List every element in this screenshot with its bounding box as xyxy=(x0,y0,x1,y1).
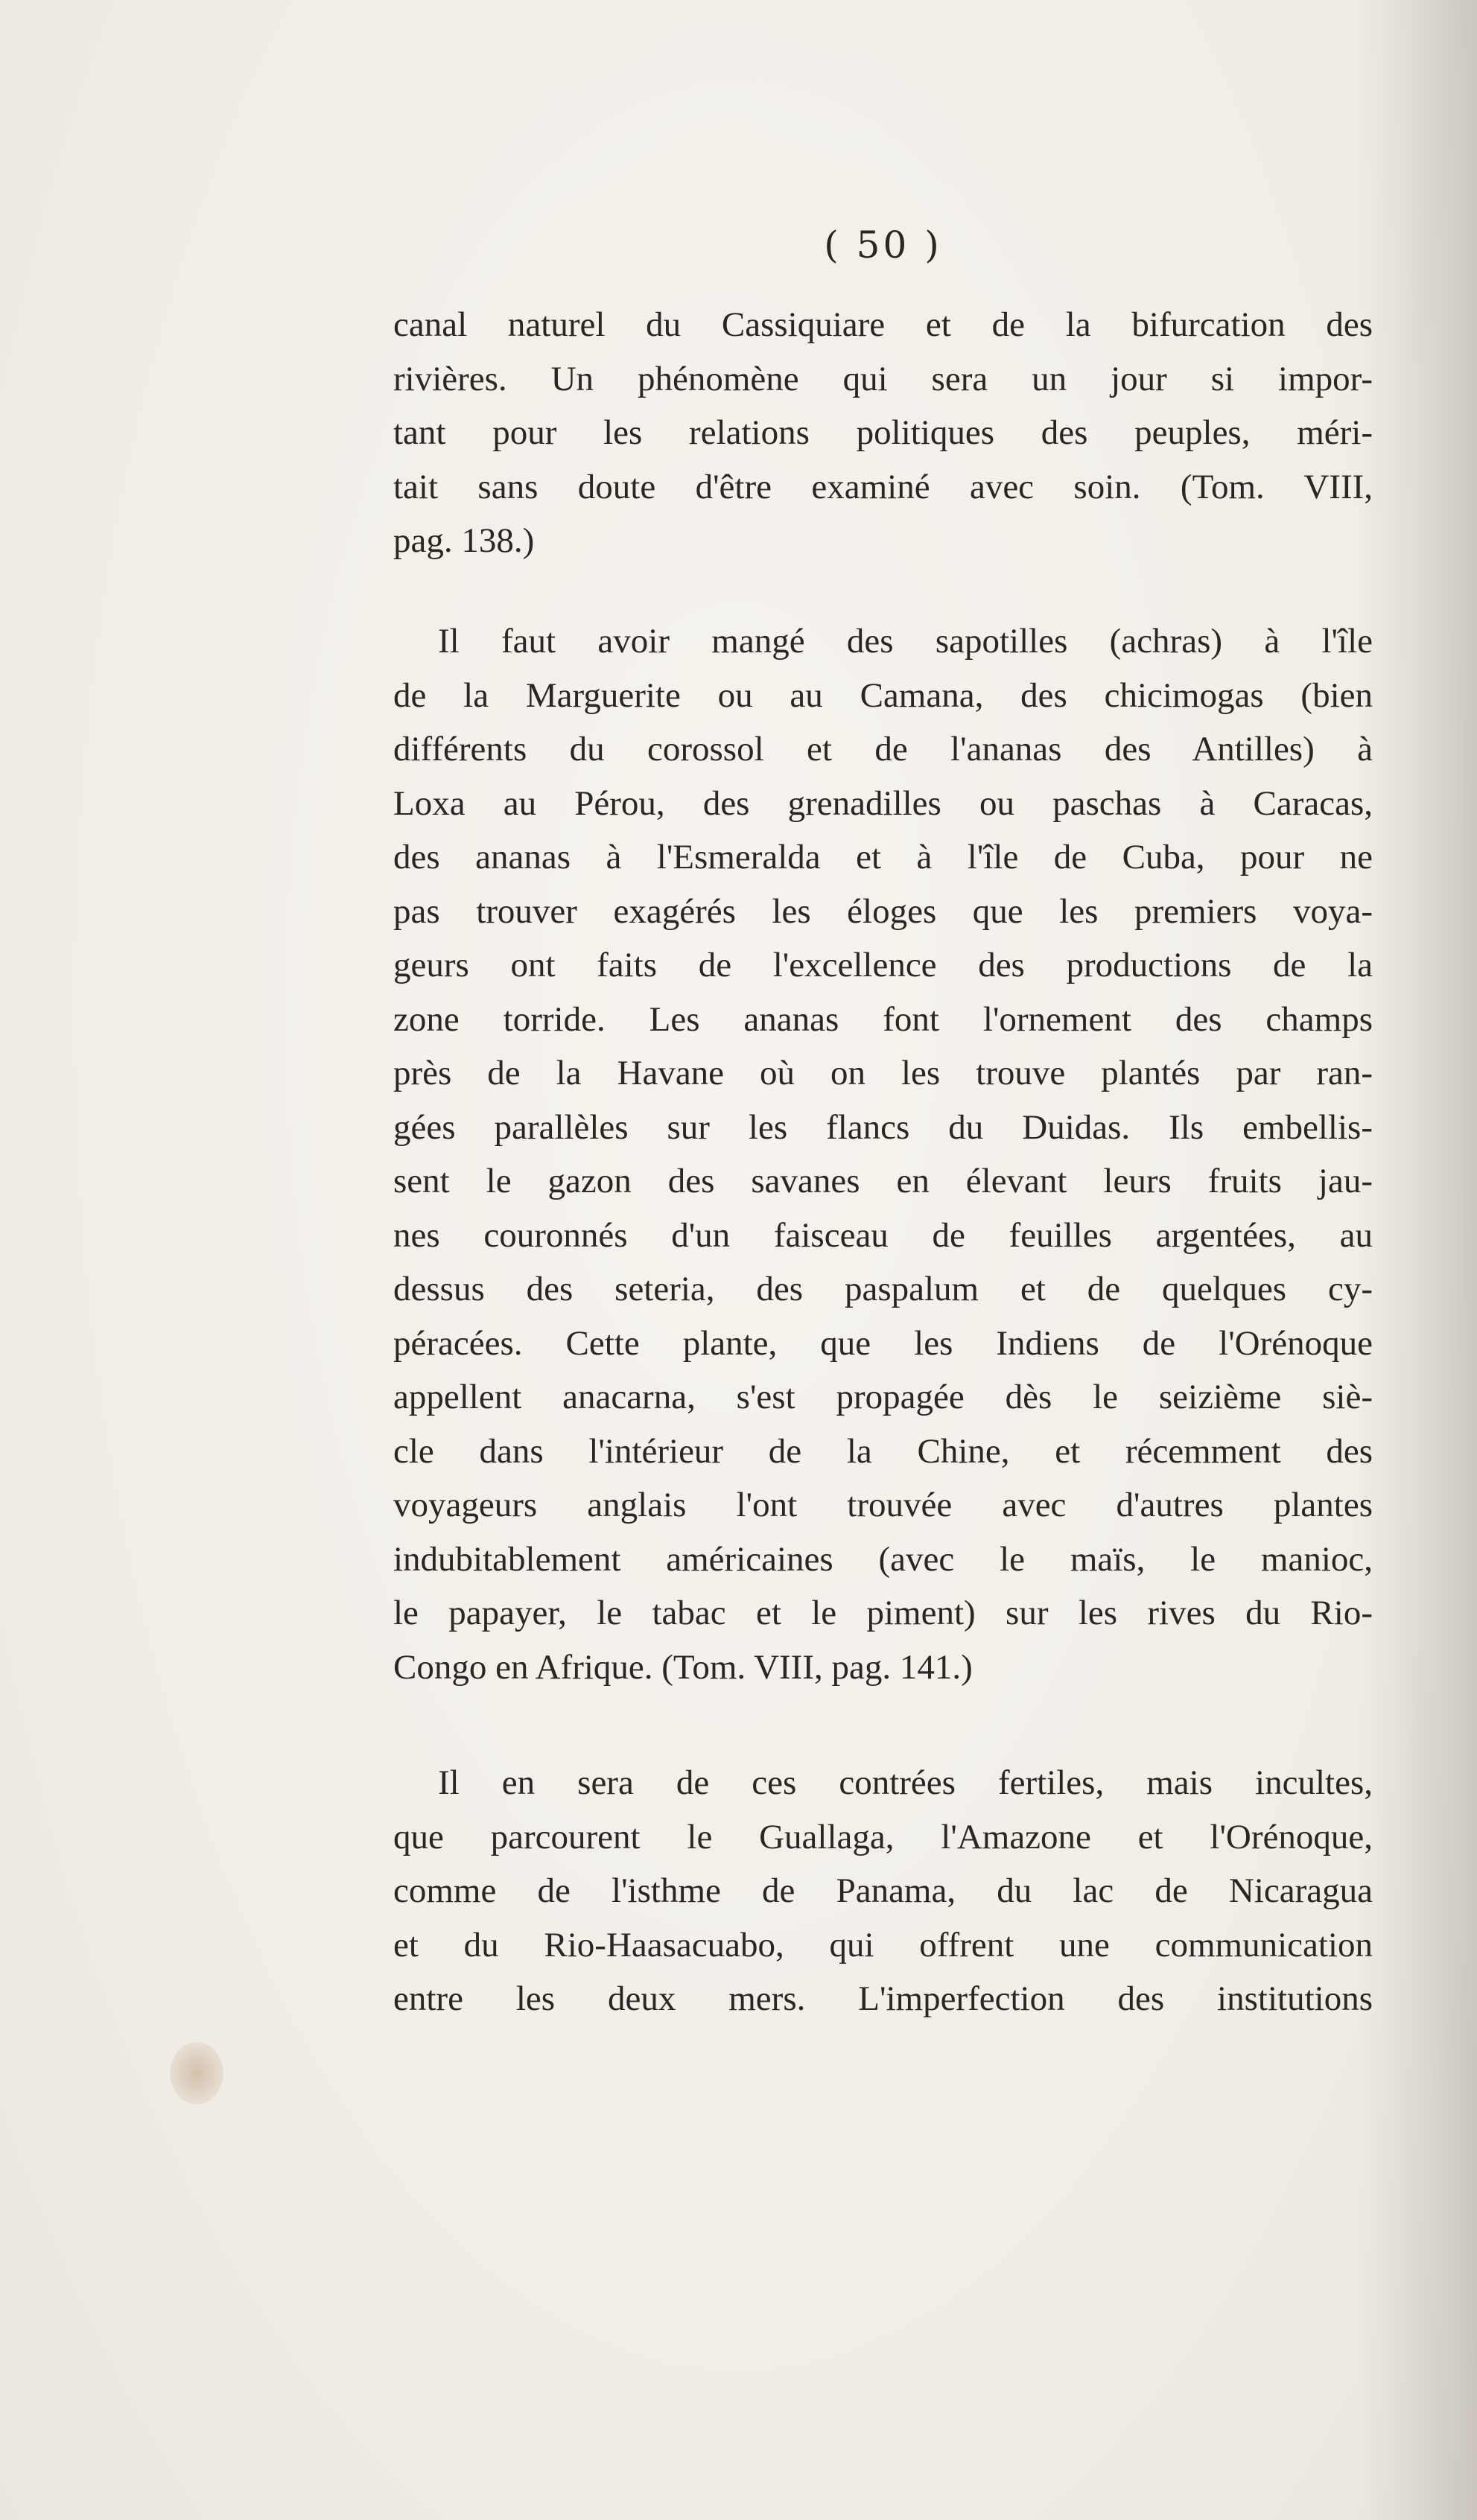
paragraph-3 xyxy=(393,1756,1373,2026)
text-line: le papayer, le tabac et le piment) sur les rives du Rio- xyxy=(393,1594,1373,1632)
text-line: près de la Havane où on les trouve plantés par ran- xyxy=(393,1054,1373,1092)
text-line: Congo en Afrique. (Tom. VIII, pag. 141.) xyxy=(393,1647,973,1687)
text-line: sent le gazon des savanes en élevant leurs fruits jau- xyxy=(393,1162,1373,1200)
paragraph-1 xyxy=(393,298,1373,568)
text-line: Il en sera de ces contrées fertiles, mais incultes, xyxy=(438,1763,1373,1802)
text-line: différents du corossol et de l'ananas des Antilles) à xyxy=(393,730,1373,769)
text-line: tait sans doute d'être examiné avec soin. (Tom. VIII, xyxy=(393,467,1373,506)
page-number: ( 50 ) xyxy=(824,223,942,267)
text-line: tant pour les relations politiques des peuples, méri- xyxy=(393,413,1373,452)
text-line: Loxa au Pérou, des grenadilles ou paschas à Caracas, xyxy=(393,783,1373,823)
text-line: voyageurs anglais l'ont trouvée avec d'autres plantes xyxy=(393,1486,1373,1524)
paper-stain xyxy=(170,2042,223,2104)
text-line: gées parallèles sur les flancs du Duidas. Ils embellis- xyxy=(393,1107,1373,1147)
text-line: dessus des seteria, des paspalum et de quelques cy- xyxy=(393,1270,1373,1308)
text-line: cle dans l'intérieur de la Chine, et récemment des xyxy=(393,1431,1373,1471)
text-line: que parcourent le Guallaga, l'Amazone et l'Orénoque, xyxy=(393,1817,1373,1856)
text-line: canal naturel du Cassiquiare et de la bifurcation des xyxy=(393,305,1373,344)
text-line: Il faut avoir mangé des sapotilles (achras) à l'île xyxy=(438,622,1373,661)
text-line: indubitablement américaines (avec le maïs, le manioc, xyxy=(393,1539,1373,1579)
paragraph-2 xyxy=(393,614,1373,1694)
text-line: nes couronnés d'un faisceau de feuilles argentées, au xyxy=(393,1215,1373,1255)
text-line: pag. 138.) xyxy=(393,521,535,560)
text-line: de la Marguerite ou au Camana, des chicimogas (bien xyxy=(393,675,1373,715)
text-line: péracées. Cette plante, que les Indiens de l'Orénoque xyxy=(393,1323,1373,1363)
text-line: des ananas à l'Esmeralda et à l'île de Cuba, pour ne xyxy=(393,838,1373,876)
text-line: zone torride. Les ananas font l'ornement des champs xyxy=(393,999,1373,1039)
text-line: entre les deux mers. L'imperfection des institutions xyxy=(393,1979,1373,2018)
text-line: pas trouver exagérés les éloges que les premiers voya- xyxy=(393,891,1373,931)
text-line: geurs ont faits de l'excellence des productions de la xyxy=(393,946,1373,984)
text-line: appellent anacarna, s'est propagée dès le seizième siè- xyxy=(393,1378,1373,1416)
text-line: comme de l'isthme de Panama, du lac de Nicaragua xyxy=(393,1871,1373,1910)
text-line: et du Rio-Haasacuabo, qui offrent une communication xyxy=(393,1925,1373,1964)
text-line: rivières. Un phénomène qui sera un jour si impor- xyxy=(393,359,1373,398)
